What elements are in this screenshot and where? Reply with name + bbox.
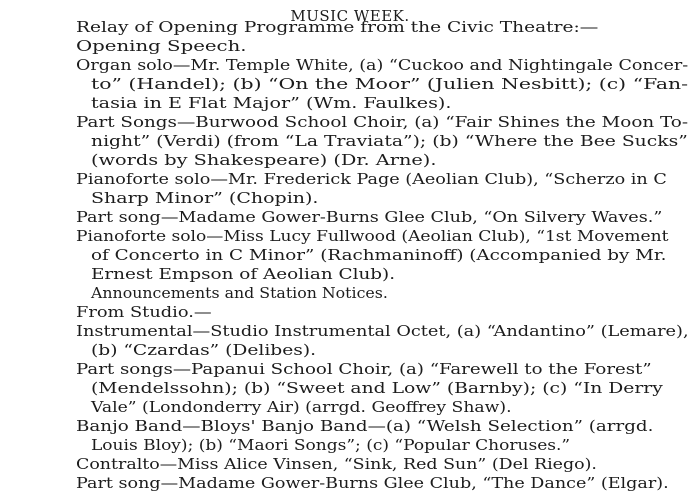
programme-line: night” (Verdi) (from “La Traviata”); (b) “Where the Bee Sucks” bbox=[91, 134, 688, 150]
programme-line: tasia in E Flat Major” (Wm. Faulkes). bbox=[91, 96, 452, 112]
programme-line: Banjo Band—Bloys' Banjo Band—(a) “Welsh Selection” (arrgd. bbox=[76, 419, 654, 435]
programme-line: Sharp Minor” (Chopin). bbox=[91, 191, 319, 207]
programme-line: (words by Shakespeare) (Dr. Arne). bbox=[91, 153, 437, 169]
programme-line: Part songs—Papanui School Choir, (a) “Farewell to the Forest” bbox=[76, 362, 652, 378]
programme-line: Louis Bloy); (b) “Maori Songs”; (c) “Popular Choruses.” bbox=[91, 438, 571, 454]
programme-line: Pianoforte solo—Miss Lucy Fullwood (Aeolian Club), “1st Movement bbox=[76, 229, 669, 245]
section-heading: MUSIC WEEK. bbox=[290, 7, 410, 25]
programme-line: to” (Handel); (b) “On the Moor” (Julien Nesbitt); (c) “Fan- bbox=[91, 77, 689, 93]
programme-line: Ernest Empson of Aeolian Club). bbox=[91, 267, 396, 283]
programme-line: Pianoforte solo—Mr. Frederick Page (Aeolian Club), “Scherzo in C bbox=[76, 172, 667, 188]
programme-line: Part song—Madame Gower-Burns Glee Club, “On Silvery Waves.” bbox=[76, 210, 663, 226]
programme-line: Part Songs—Burwood School Choir, (a) “Fair Shines the Moon To- bbox=[76, 115, 689, 131]
programme-line: From Studio.— bbox=[76, 305, 212, 321]
programme-line: (Mendelssohn); (b) “Sweet and Low” (Barnby); (c) “In Derry bbox=[91, 381, 663, 397]
programme-line: (b) “Czardas” (Delibes). bbox=[91, 343, 317, 359]
programme-line: Part song—Madame Gower-Burns Glee Club, “The Dance” (Elgar). bbox=[76, 476, 669, 492]
programme-line: Announcements and Station Notices. bbox=[91, 286, 388, 302]
programme-line: of Concerto in C Minor” (Rachmaninoff) (Accompanied by Mr. bbox=[91, 248, 667, 264]
programme-line: Opening Speech. bbox=[76, 39, 247, 55]
programme-line: Contralto—Miss Alice Vinsen, “Sink, Red Sun” (Del Riego). bbox=[76, 457, 597, 473]
programme-line: Relay of Opening Programme from the Civic Theatre:— bbox=[76, 20, 599, 36]
programme-line: Organ solo—Mr. Temple White, (a) “Cuckoo and Nightingale Concer- bbox=[76, 58, 689, 74]
programme-line: Instrumental—Studio Instrumental Octet, (a) “Andantino” (Lemare), bbox=[76, 324, 689, 340]
programme-line: Vale” (Londonderry Air) (arrgd. Geoffrey Shaw). bbox=[91, 400, 512, 416]
